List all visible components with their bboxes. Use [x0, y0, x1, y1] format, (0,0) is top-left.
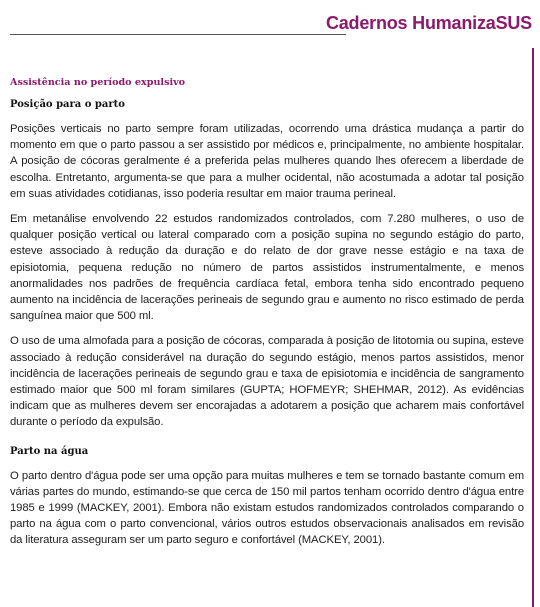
page-header: [0, 0, 540, 48]
section-title: Assistência no período expulsivo: [10, 77, 186, 88]
paragraph: Em metanálise envolvendo 22 estudos randomizados controlados, com 7.280 mulheres, o uso de qualquer posição vertical ou lateral comparado com a posição supina no segundo estágio do parto, esteve associado à redução da duração e do relato de dor grave nesse estágio e na taxa de episiotomia, pequena redução no número de partos assistidos instrumentalmente, e menos anormalidades nos padrões de frequência cardíaca fetal, embora tenha sido encontrado pequeno aumento na incidência de lacerações perineais de segundo grau e aumento no risco estimado de perda sanguínea maior que 500 ml.: [10, 213, 524, 323]
margin-rule: [532, 48, 534, 607]
document-body: [10, 76, 524, 549]
header-divider: [10, 34, 346, 35]
subheading-posicao-parto: Posição para o parto: [10, 99, 125, 110]
publication-title: Cadernos HumanizaSUS: [325, 13, 532, 33]
paragraph: Posições verticais no parto sempre foram utilizadas, ocorrendo uma drástica mudança a partir do momento em que o parto passou a ser assistido por médicos e, principalmente, no ambiente hospitalar. A posição de cócoras geralmente é a preferida pelas mulheres quando lhes oferecem a liberdade de escolha. Entretanto, argumenta-se que para a mulher ocidental, não acostumada a adotar tal posição em suas atividades cotidianas, isso poderia resultar em maior trauma perineal.: [10, 123, 524, 200]
paragraph: O uso de uma almofada para a posição de cócoras, comparada à posição de litotomia ou supina, esteve associado à redução considerável na duração do segundo estágio, menos partos assistidos, menor incidência de lacerações perineais de segundo grau e taxa de episiotomia e incidência de sangramento estimado maior que 500 ml foram similares (GUPTA; HOFMEYR; SHEHMAR, 2012). As evidências indicam que as mulheres devem ser encorajadas a adotarem a posição que acharem mais confortável durante o período da expulsão.: [10, 335, 524, 429]
paragraph: O parto dentro d'água pode ser uma opção para muitas mulheres e tem se tornado bastante comum em várias partes do mundo, estimando-se que cerca de 150 mil partos tenham ocorrido dentro d'água entre 1985 e 1999 (MACKEY, 2001). Embora não existam estudos randomizados controlados comparando o parto na água com o parto convencional, vários outros estudos observacionais analisados em revisão da literatura asseguram ser um parto seguro e confortável (MACKEY, 2001).: [10, 469, 524, 547]
subheading-parto-agua: Parto na água: [10, 445, 89, 457]
